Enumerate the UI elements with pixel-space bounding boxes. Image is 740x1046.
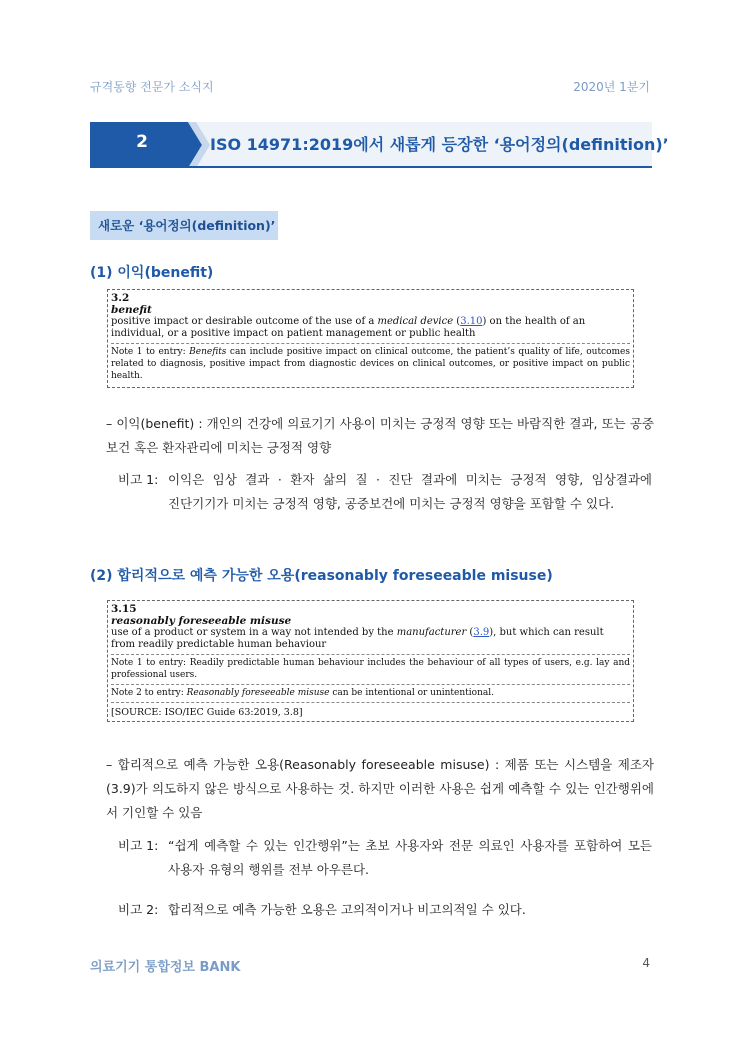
definition-box-benefit xyxy=(107,289,634,388)
definition-note-1: Note 1 to entry: Benefits can include positive impact on clinical outcome, the patient’s quality of life, outcomes related to diagnosis, positive impact from diagnostic devices on clinical outcomes, or positive impact on public health. xyxy=(111,347,630,381)
header-period: 2020년 1분기 xyxy=(573,80,650,94)
topic-tag: 새로운 ‘용어정의(definition)’ xyxy=(90,211,278,240)
note-line: 진단기기가 미치는 긍정적 영향, 공중보건에 미치는 긍정적 영향을 포함할 수 있다. xyxy=(168,496,615,511)
definition-box-misuse xyxy=(107,600,634,722)
definition-text: use of a product or system in a way not intended by the manufacturer (3.9), but which can result from readily predictable human behaviour xyxy=(111,627,630,655)
note-line: 합리적으로 예측 가능한 오용은 고의적이거나 비고의적일 수 있다. xyxy=(168,902,526,917)
footer-brand: 의료기기 통합정보 BANK xyxy=(90,960,241,975)
definition-note-1: Note 1 to entry: Readily predictable human behaviour includes the behaviour of all types of users, e.g. lay and professional users. xyxy=(111,655,630,685)
explanation-misuse: – 합리적으로 예측 가능한 오용(Reasonably foreseeable misuse) : 제품 또는 시스템을 제조자(3.9)가 의도하지 않은 방식으로 사용하는 것. 하지만 이러한 사용은 쉽게 예측할 수 있는 인간행위에서 기인할 수 있음 xyxy=(106,757,654,820)
definition-note-2: Note 2 to entry: Reasonably foreseeable misuse can be intentional or unintentional. xyxy=(111,685,630,703)
definition-reference-link[interactable]: 3.10 xyxy=(460,316,483,327)
definition-source: [SOURCE: ISO/IEC Guide 63:2019, 3.8] xyxy=(111,707,303,718)
section-title: ISO 14971:2019에서 새롭게 등장한 ‘용어정의(definition)’ xyxy=(210,135,669,154)
definition-text: positive impact or desirable outcome of the use of a medical device (3.10) on the health of an individual, or a positive impact on patient management or public health xyxy=(111,316,630,344)
note-line: 사용자 유형의 행위를 전부 아우른다. xyxy=(168,862,369,877)
subsection-title-misuse: (2) 합리적으로 예측 가능한 오용(reasonably foreseeable misuse) xyxy=(90,568,553,584)
subsection-title-benefit: (1) 이익(benefit) xyxy=(90,265,214,281)
note-label: 비고 2: xyxy=(118,902,159,917)
explanation-benefit: – 이익(benefit) : 개인의 건강에 의료기기 사용이 미치는 긍정적 영향 또는 바람직한 결과, 또는 공중보건 혹은 환자관리에 미치는 긍정적 영향 xyxy=(106,416,654,455)
definition-term: benefit xyxy=(111,304,152,316)
note-label: 비고 1: xyxy=(118,472,159,487)
section-number: 2 xyxy=(136,132,148,152)
note-label: 비고 1: xyxy=(118,838,159,853)
page-number: 4 xyxy=(642,956,650,970)
section-banner xyxy=(90,122,669,168)
note-line: “쉽게 예측할 수 있는 인간행위”는 초보 사용자와 전문 의료인 사용자를 포함하여 모든 xyxy=(168,838,652,853)
header-publication-title: 규격동향 전문가 소식지 xyxy=(90,80,214,94)
note-line: 이익은 임상 결과 · 환자 삶의 질 · 진단 결과에 미치는 긍정적 영향, 임상결과에 xyxy=(168,472,652,487)
definition-number: 3.2 xyxy=(111,292,130,304)
definition-term: reasonably foreseeable misuse xyxy=(111,615,292,627)
definition-number: 3.15 xyxy=(111,603,137,615)
definition-reference-link[interactable]: 3.9 xyxy=(473,627,490,638)
